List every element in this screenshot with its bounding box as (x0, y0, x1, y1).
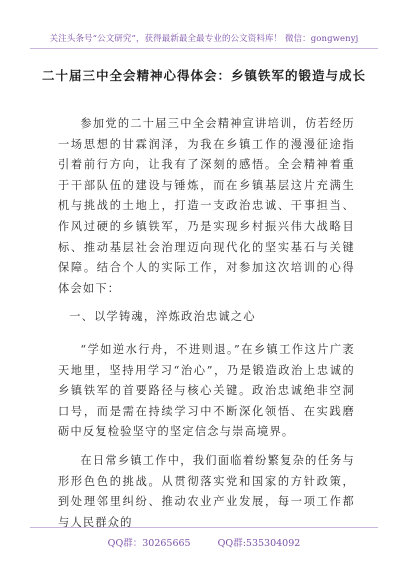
intro-paragraph: 参加党的二十届三中全会精神宣讲培训，仿若经历一场思想的甘霖润泽，为我在乡镇工作的漫漫征途指引着前行方向，让我有了深刻的感悟。全会精神着重于干部队伍的建设与锤炼，而在乡镇基层这片充满生机与挑战的土地上，打造一支政治忠诚、干事担当、作风过硬的乡镇铁军，乃是实现乡村振兴伟大战略目标、推动基层社会治理迈向现代化的坚实基石与关键保障。结合个人的实际工作，对参加这次培训的心得体会如下： (58, 117, 355, 295)
document-body (58, 114, 355, 533)
section-paragraph: “学如逆水行舟，不进则退。”在乡镇工作这片广袤天地里，坚持用学习“治心”，乃是锻造政治上忠诚的乡镇铁军的首要路径与核心关键。政治忠诚绝非空洞口号，而是需在持续学习中不断深化领悟、在实践磨砺中反复检验坚守的坚定信念与崇高境界。 (58, 342, 355, 439)
document-title: 二十届三中全会精神心得体会：乡镇铁军的锻造与成长 (41, 68, 366, 83)
header-notice: 关注头条号“公文研究”，获得最新最全最专业的公文资料库！ 微信：gongwenyj (49, 34, 359, 44)
qq-group-2: QQ群:535304092 (217, 538, 301, 549)
section-paragraph: 在日常乡镇工作中，我们面临着纷繁复杂的任务与形形色色的挑战。从贯彻落实党和国家的方针政策，到处理邻里纠纷、推动农业产业发展，每一项工作都与人民群众的 (58, 453, 355, 529)
header-divider (30, 48, 378, 49)
footer-divider (30, 527, 378, 528)
footer-contacts (0, 535, 408, 549)
qq-group-1: QQ群：30265665 (107, 538, 191, 549)
section-heading: 一、以学铸魂，淬炼政治忠诚之心 (69, 310, 256, 324)
